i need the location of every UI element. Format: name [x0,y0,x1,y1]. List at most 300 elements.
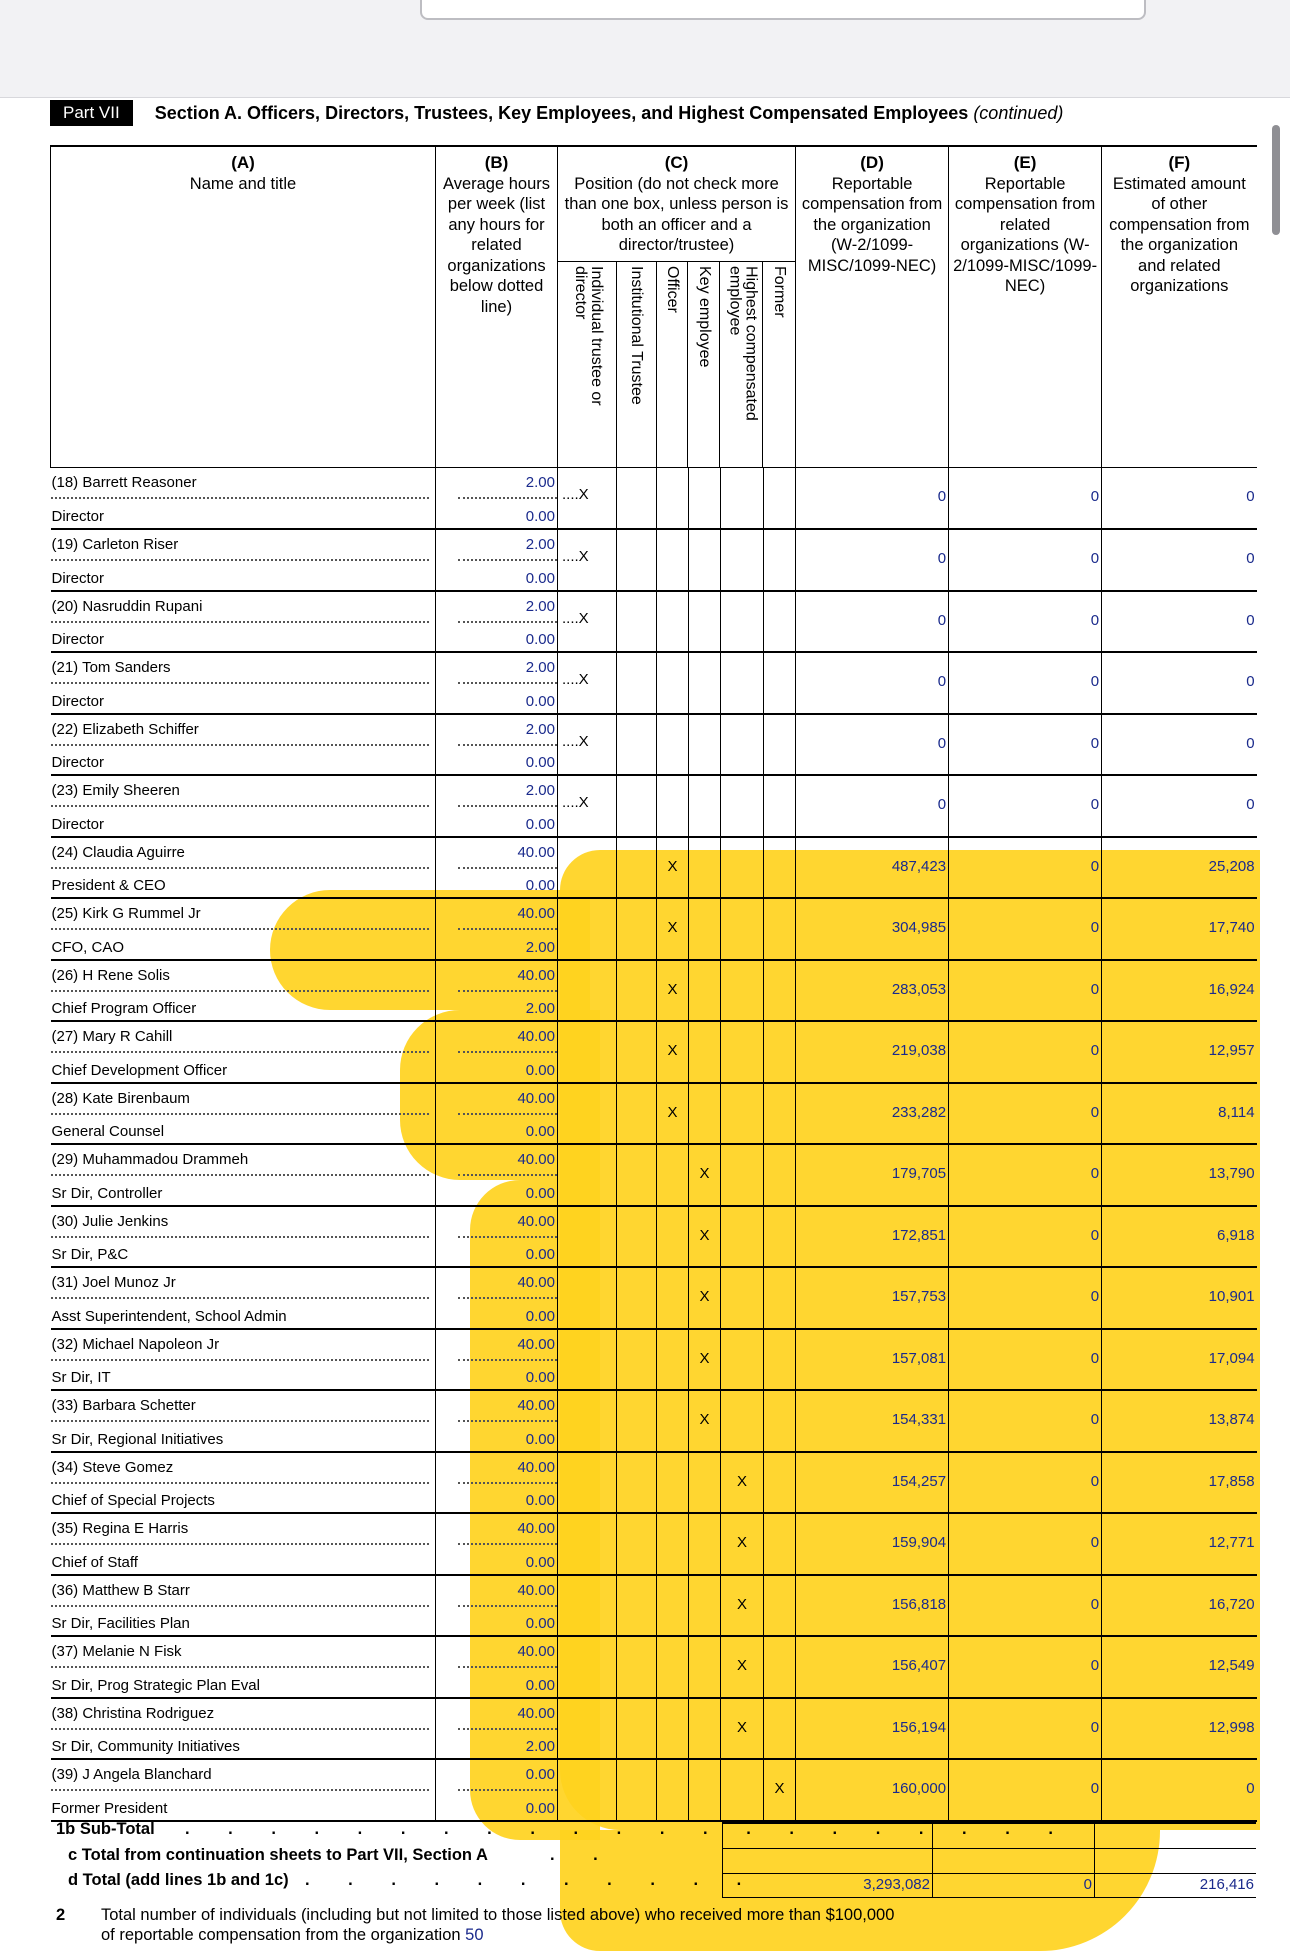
position-checkbox[interactable] [721,1267,764,1329]
position-checkbox[interactable] [657,1144,689,1206]
position-mark: ....X [562,486,589,503]
comp-e-cell [949,1698,1102,1760]
comp-f-cell [1102,775,1257,837]
comp-d-cell [796,1452,949,1514]
hours-cell [436,898,558,960]
position-checkbox[interactable] [721,468,764,530]
person-name: (27) Mary R Cahill [51,1028,173,1045]
address-field[interactable] [420,0,1146,20]
comp-e-cell [949,775,1102,837]
comp-e-cell [949,1021,1102,1083]
hours-org: 40.00 [517,1212,555,1230]
position-checkbox[interactable] [657,714,689,776]
comp-f-cell [1102,1329,1257,1391]
total-d-value: 3,293,082 [863,1876,930,1893]
comp-f-value: 12,998 [1208,1718,1255,1736]
person-title: Sr Dir, Facilities Plan [51,1615,190,1632]
position-checkbox[interactable] [558,1021,617,1083]
position-checkbox[interactable] [689,1452,721,1514]
comp-d-cell [796,1329,949,1391]
position-mark: X [774,1780,785,1797]
position-checkbox[interactable] [689,1083,721,1145]
position-checkbox[interactable] [558,898,617,960]
position-checkbox[interactable] [764,1329,796,1391]
comp-e-cell [949,714,1102,776]
position-checkbox[interactable] [617,837,657,899]
position-checkbox[interactable] [617,1206,657,1268]
person-name: (32) Michael Napoleon Jr [51,1335,220,1353]
position-checkbox[interactable] [617,960,657,1022]
hours-related: 0.00 [525,569,555,587]
position-checkbox[interactable] [558,529,617,591]
position-checkbox[interactable] [721,960,764,1022]
hours-related: 0.00 [525,1061,555,1079]
position-checkbox[interactable] [558,714,617,776]
position-checkbox[interactable] [657,468,689,530]
position-checkbox[interactable] [689,1698,721,1760]
position-checkbox[interactable] [657,775,689,837]
hours-org: 40.00 [517,1151,555,1168]
position-checkbox[interactable] [764,898,796,960]
table-row [51,1144,1257,1206]
position-checkbox[interactable] [558,1144,617,1206]
position-checkbox[interactable] [558,1698,617,1760]
position-checkbox[interactable] [689,1759,721,1821]
position-mark: X [699,1349,710,1367]
comp-f-value: 0 [1246,550,1255,567]
hours-related: 2.00 [525,1000,555,1017]
person-name: (30) Julie Jenkins [51,1212,169,1230]
position-former-label: Former [771,266,789,318]
comp-e-cell [949,1390,1102,1452]
comp-f-cell [1102,714,1257,776]
position-checkbox[interactable] [617,1636,657,1698]
position-checkbox[interactable] [689,468,721,530]
position-checkbox[interactable] [657,1083,689,1145]
position-checkbox[interactable] [721,1144,764,1206]
position-checkbox[interactable] [657,1021,689,1083]
hours-related: 0.00 [525,1799,555,1817]
name-title-cell [51,1329,436,1391]
position-checkbox[interactable] [558,960,617,1022]
comp-d-value: 157,081 [891,1349,947,1367]
line-2-note [56,1905,894,1945]
position-checkbox[interactable] [689,1329,721,1391]
hours-related: 0.00 [525,1430,555,1448]
hours-cell [436,960,558,1022]
position-checkbox[interactable] [689,529,721,591]
part-title-text: Section A. Officers, Directors, Trustees, Key Employees, and Highest Compensated Employees [154,102,969,123]
header-b: (B) Average hours per week (list any hours for related organizations below dotted line) [436,146,558,468]
position-checkbox[interactable] [764,1206,796,1268]
comp-f-value: 12,549 [1208,1657,1255,1674]
position-checkbox[interactable] [689,1267,721,1329]
position-checkbox[interactable] [764,468,796,530]
person-title: General Counsel [51,1123,165,1140]
hours-cell [436,1698,558,1760]
position-checkbox[interactable] [558,1267,617,1329]
position-mark: X [736,1595,747,1613]
position-checkbox[interactable] [721,1329,764,1391]
comp-d-cell [796,1144,949,1206]
position-checkbox[interactable] [617,1513,657,1575]
hours-org: 2.00 [525,659,555,676]
position-checkbox[interactable] [721,1206,764,1268]
hours-org: 40.00 [517,1581,555,1599]
comp-e-cell [949,1513,1102,1575]
position-checkbox[interactable] [617,714,657,776]
hours-org: 2.00 [525,720,555,738]
position-institutional-trustee-label: Institutional Trustee [628,266,646,405]
position-checkbox[interactable] [721,1759,764,1821]
hours-org: 40.00 [517,1274,555,1291]
position-checkbox[interactable] [657,1390,689,1452]
position-checkbox[interactable] [558,775,617,837]
position-checkbox[interactable] [689,1206,721,1268]
position-checkbox[interactable] [558,837,617,899]
hours-related: 0.00 [525,815,555,833]
person-name: (34) Steve Gomez [51,1458,174,1476]
comp-d-value: 0 [937,488,947,505]
hours-cell [436,1083,558,1145]
position-checkbox[interactable] [657,1759,689,1821]
position-checkbox[interactable] [689,775,721,837]
person-name: (25) Kirk G Rummel Jr [51,905,201,922]
position-checkbox[interactable] [721,775,764,837]
position-checkbox[interactable] [558,652,617,714]
position-checkbox[interactable] [721,714,764,776]
position-checkbox[interactable] [558,1206,617,1268]
part-title-continued: (continued) [973,102,1064,123]
position-checkbox[interactable] [721,1698,764,1760]
name-title-cell [51,591,436,653]
position-checkbox[interactable] [721,1575,764,1637]
position-mark: X [667,980,678,998]
comp-e-cell [949,591,1102,653]
person-name: (37) Melanie N Fisk [51,1643,182,1660]
hours-org: 40.00 [517,966,555,984]
hours-cell [436,591,558,653]
person-title: Sr Dir, Regional Initiatives [51,1430,224,1448]
position-checkbox[interactable] [617,468,657,530]
comp-d-value: 157,753 [891,1288,947,1305]
comp-f-value: 10,901 [1208,1288,1255,1305]
name-title-cell [51,1083,436,1145]
position-checkbox[interactable] [721,652,764,714]
position-checkbox[interactable] [721,1513,764,1575]
comp-e-cell [949,837,1102,899]
position-checkbox[interactable] [721,529,764,591]
position-checkbox[interactable] [617,775,657,837]
comp-d-value: 0 [937,796,947,813]
position-checkbox[interactable] [764,837,796,899]
hours-org: 2.00 [525,597,555,615]
name-title-cell [51,1759,436,1821]
position-checkbox[interactable] [558,1452,617,1514]
position-checkbox[interactable] [689,1390,721,1452]
comp-f-value: 16,924 [1208,980,1255,998]
person-name: (38) Christina Rodriguez [51,1704,215,1722]
hours-related: 0.00 [525,1676,555,1694]
position-checkbox[interactable] [764,529,796,591]
hours-org: 40.00 [517,1335,555,1353]
position-checkbox[interactable] [764,1144,796,1206]
position-checkbox[interactable] [617,652,657,714]
comp-f-value: 0 [1246,673,1255,690]
position-checkbox[interactable] [721,837,764,899]
comp-f-cell [1102,1636,1257,1698]
position-checkbox[interactable] [689,714,721,776]
position-mark: ....X [562,609,589,627]
position-checkbox[interactable] [689,1021,721,1083]
person-name: (29) Muhammadou Drammeh [51,1151,249,1168]
position-checkbox[interactable] [689,652,721,714]
comp-e-cell [949,960,1102,1022]
scrollbar-thumb[interactable] [1272,125,1280,235]
total-line: d Total (add lines 1b and 1c) . . . . . . . . . . . [68,1871,759,1889]
position-checkbox[interactable] [657,1329,689,1391]
hours-cell [436,1144,558,1206]
table-row [51,591,1257,653]
position-checkbox[interactable] [721,1452,764,1514]
table-row [51,652,1257,714]
position-checkbox[interactable] [617,1144,657,1206]
comp-f-cell [1102,837,1257,899]
name-title-cell [51,1267,436,1329]
position-mark: X [667,919,678,936]
comp-f-cell [1102,1021,1257,1083]
position-checkbox[interactable] [657,652,689,714]
position-checkbox[interactable] [721,1021,764,1083]
table-row [51,1021,1257,1083]
position-checkbox[interactable] [689,1636,721,1698]
comp-e-value: 0 [1090,1288,1100,1305]
total-f-value: 216,416 [1199,1876,1254,1893]
comp-d-cell [796,898,949,960]
position-checkbox[interactable] [764,1267,796,1329]
position-mark: X [699,1411,710,1428]
comp-f-value: 0 [1246,1780,1255,1797]
person-name: (28) Kate Birenbaum [51,1089,190,1107]
position-checkbox[interactable] [764,1390,796,1452]
comp-d-cell [796,960,949,1022]
position-checkbox[interactable] [617,898,657,960]
position-checkbox[interactable] [764,714,796,776]
position-checkbox[interactable] [721,1636,764,1698]
hours-cell [436,775,558,837]
totals-grid [722,1822,1256,1896]
comp-d-value: 156,407 [891,1657,947,1674]
position-checkbox[interactable] [617,1021,657,1083]
hours-cell [436,1575,558,1637]
position-checkbox[interactable] [689,1144,721,1206]
hours-related: 0.00 [525,1123,555,1140]
position-checkbox[interactable] [764,1636,796,1698]
position-checkbox[interactable] [657,1575,689,1637]
hours-related: 2.00 [525,938,555,956]
position-checkbox[interactable] [764,960,796,1022]
person-name: (22) Elizabeth Schiffer [51,720,199,738]
position-checkbox[interactable] [617,1083,657,1145]
position-checkbox[interactable] [764,1021,796,1083]
comp-d-value: 233,282 [891,1103,947,1121]
person-name: (36) Matthew B Starr [51,1581,190,1599]
hours-related: 0.00 [525,1369,555,1386]
hours-related: 0.00 [525,1553,555,1571]
table-row [51,775,1257,837]
comp-d-value: 172,851 [891,1226,947,1244]
comp-f-cell [1102,960,1257,1022]
name-title-cell [51,1390,436,1452]
position-officer-label: Officer [664,266,682,313]
comp-e-cell [949,898,1102,960]
person-title: Sr Dir, P&C [51,1246,129,1263]
position-checkbox[interactable] [657,1452,689,1514]
position-mark: X [667,857,678,875]
position-checkbox[interactable] [657,1267,689,1329]
position-checkbox[interactable] [689,898,721,960]
position-checkbox[interactable] [721,1083,764,1145]
position-checkbox[interactable] [657,960,689,1022]
person-name: (19) Carleton Riser [51,536,179,553]
table-row [51,898,1257,960]
comp-f-cell [1102,529,1257,591]
hours-org: 0.00 [525,1766,555,1783]
position-checkbox[interactable] [657,837,689,899]
comp-e-value: 0 [1090,1411,1100,1428]
line-2-text-a: Total number of individuals (including but not limited to those listed above) who received more than $100,000 [101,1906,895,1924]
table-row [51,1759,1257,1821]
position-checkbox[interactable] [617,1267,657,1329]
position-checkbox[interactable] [764,1513,796,1575]
position-mark: X [699,1165,710,1182]
comp-e-value: 0 [1090,1165,1100,1182]
position-checkbox[interactable] [617,1575,657,1637]
hours-cell [436,837,558,899]
position-checkbox[interactable] [558,1329,617,1391]
position-checkbox[interactable] [617,1759,657,1821]
position-checkbox[interactable] [558,1636,617,1698]
name-title-cell [51,652,436,714]
name-title-cell [51,1698,436,1760]
position-checkbox[interactable] [764,1452,796,1514]
hours-org: 2.00 [525,474,555,491]
comp-e-value: 0 [1090,1657,1100,1674]
table-row [51,960,1257,1022]
comp-e-value: 0 [1090,1595,1100,1613]
hours-related: 2.00 [525,1738,555,1755]
position-checkbox[interactable] [558,468,617,530]
position-checkbox[interactable] [721,898,764,960]
comp-e-value: 0 [1090,919,1100,936]
position-checkbox[interactable] [689,837,721,899]
person-name: (26) H Rene Solis [51,966,170,984]
position-checkbox[interactable] [558,1390,617,1452]
position-checkbox[interactable] [764,1575,796,1637]
comp-f-value: 0 [1246,488,1255,505]
position-checkbox[interactable] [764,1759,796,1821]
position-checkbox[interactable] [721,1390,764,1452]
position-checkbox[interactable] [558,1759,617,1821]
position-checkbox[interactable] [617,591,657,653]
position-checkbox[interactable] [764,775,796,837]
comp-d-cell [796,714,949,776]
comp-f-cell [1102,1513,1257,1575]
position-mark: ....X [562,671,589,688]
comp-d-value: 219,038 [891,1042,947,1059]
position-checkbox[interactable] [764,1698,796,1760]
comp-d-cell [796,1083,949,1145]
position-checkbox[interactable] [689,1513,721,1575]
position-checkbox[interactable] [617,1452,657,1514]
position-checkbox[interactable] [657,1513,689,1575]
position-checkbox[interactable] [764,591,796,653]
header-c: (C) Position (do not check more than one box, unless person is both an officer and a director/trustee) Individual trustee or director Institutional Trustee Officer Key employee Highest compensated employee Former [558,146,796,468]
position-checkbox[interactable] [657,591,689,653]
person-name: (23) Emily Sheeren [51,782,180,799]
hours-org: 40.00 [517,1520,555,1537]
comp-f-cell [1102,1698,1257,1760]
position-checkbox[interactable] [558,591,617,653]
hours-related: 0.00 [525,1492,555,1509]
position-checkbox[interactable] [558,1575,617,1637]
comp-d-cell [796,775,949,837]
position-checkbox[interactable] [558,1513,617,1575]
person-title: Sr Dir, IT [51,1369,111,1386]
comp-e-value: 0 [1090,980,1100,998]
name-title-cell [51,714,436,776]
comp-f-cell [1102,898,1257,960]
position-checkbox[interactable] [721,591,764,653]
header-f: (F) Estimated amount of other compensation from the organization and related organizations [1102,146,1257,468]
hours-cell [436,652,558,714]
position-checkbox[interactable] [689,960,721,1022]
comp-d-cell [796,1759,949,1821]
comp-e-value: 0 [1090,1042,1100,1059]
hours-cell [436,1513,558,1575]
person-name: (35) Regina E Harris [51,1520,189,1537]
position-checkbox[interactable] [764,652,796,714]
position-checkbox[interactable] [764,1083,796,1145]
hours-org: 40.00 [517,1089,555,1107]
hours-related: 0.00 [525,1184,555,1202]
line-2-text-b: of reportable compensation from the organization [101,1926,461,1944]
position-checkbox[interactable] [657,1206,689,1268]
position-checkbox[interactable] [657,1698,689,1760]
comp-e-value: 0 [1090,550,1100,567]
position-checkbox[interactable] [657,1636,689,1698]
position-checkbox[interactable] [657,898,689,960]
position-checkbox[interactable] [617,1329,657,1391]
table-row [51,1083,1257,1145]
person-title: Director [51,569,105,587]
table-row [51,468,1257,530]
table-row [51,1329,1257,1391]
position-checkbox[interactable] [617,529,657,591]
comp-e-value: 0 [1090,611,1100,629]
comp-f-cell [1102,1267,1257,1329]
position-checkbox[interactable] [689,1575,721,1637]
continuation-line: c Total from continuation sheets to Part VII, Section A . . [68,1845,615,1864]
hours-related: 0.00 [525,1615,555,1632]
hours-org: 2.00 [525,536,555,553]
position-checkbox[interactable] [617,1390,657,1452]
position-checkbox[interactable] [558,1083,617,1145]
position-checkbox[interactable] [617,1698,657,1760]
hours-org: 40.00 [517,1397,555,1414]
position-checkbox[interactable] [657,529,689,591]
position-checkbox[interactable] [689,591,721,653]
